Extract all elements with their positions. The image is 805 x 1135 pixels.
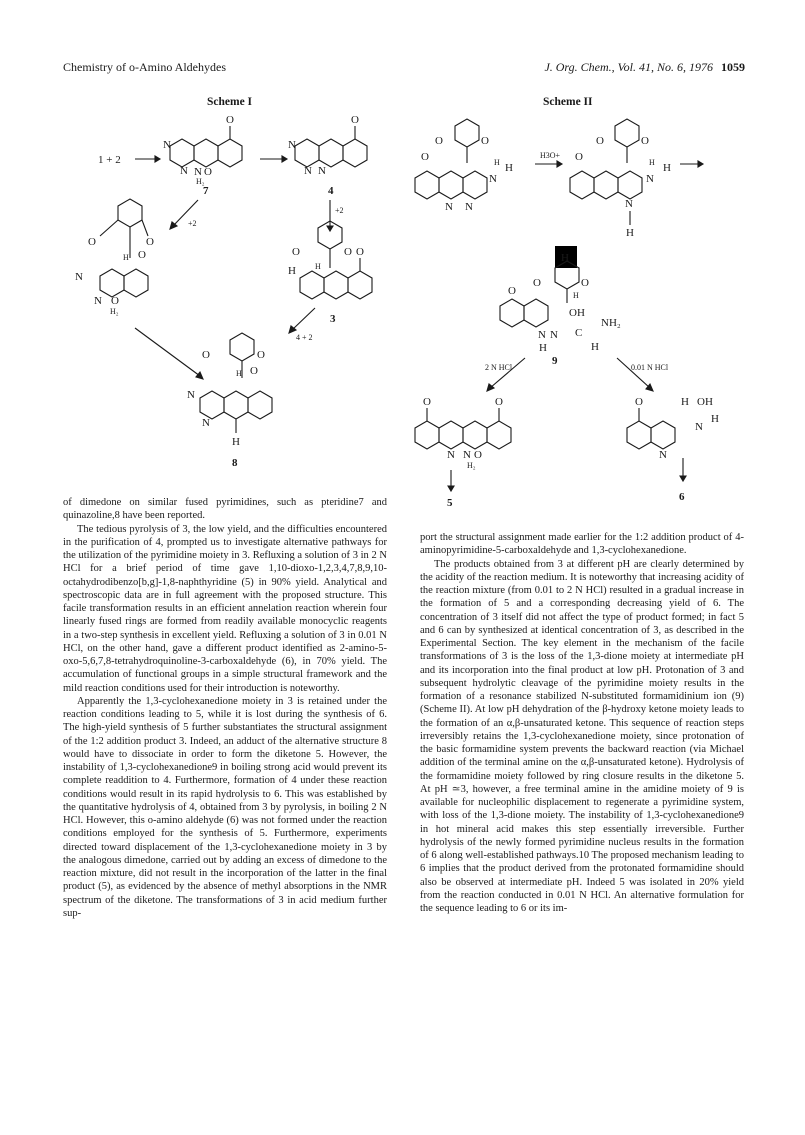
svg-text:O: O	[575, 151, 583, 163]
svg-text:H: H	[681, 396, 689, 408]
svg-text:O: O	[481, 135, 489, 147]
svg-text:N: N	[202, 417, 210, 429]
svg-text:NH₂: NH₂	[601, 317, 621, 329]
svg-text:N: N	[695, 421, 703, 433]
scheme-1-title: Scheme I	[207, 96, 253, 108]
svg-text:O: O	[146, 236, 154, 248]
svg-text:O: O	[88, 236, 96, 248]
journal-citation: J. Org. Chem., Vol. 41, No. 6, 1976	[544, 60, 713, 74]
svg-text:N: N	[538, 329, 546, 341]
svg-text:N: N	[163, 139, 171, 151]
reagent-001n-hcl: 0.01 N HCl	[631, 363, 669, 372]
left-text-column	[63, 496, 387, 920]
compound-3-protonation-start	[415, 119, 513, 213]
compound-7-structure	[163, 114, 242, 178]
svg-text:H: H	[591, 341, 599, 353]
svg-text:N: N	[75, 271, 83, 283]
reagent-h3o: H3O+	[540, 151, 561, 160]
svg-text:O: O	[344, 246, 352, 258]
scheme-1-diagram	[60, 108, 400, 478]
svg-text:O: O	[204, 166, 212, 178]
svg-text:N: N	[94, 295, 102, 307]
compound-6-label: 6	[679, 491, 685, 503]
svg-text:N: N	[463, 449, 471, 461]
svg-text:H: H	[711, 413, 719, 425]
svg-text:O: O	[356, 246, 364, 258]
compound-4-label: 4	[328, 185, 334, 197]
svg-text:OH: OH	[569, 307, 585, 319]
svg-text:O: O	[641, 135, 649, 147]
svg-text:O: O	[581, 277, 589, 289]
svg-text:N: N	[465, 201, 473, 213]
svg-text:O: O	[226, 114, 234, 126]
adduct-left-structure	[75, 199, 154, 307]
svg-text:O: O	[138, 249, 146, 261]
svg-text:C: C	[575, 327, 583, 339]
svg-text:O: O	[435, 135, 443, 147]
paragraph: port the structural assignment made earlier for the 1:2 addition product of 4-aminopyrimidine-5-carboxaldehyde and 1,3-cyclohexanedione.	[420, 532, 744, 557]
compound-5-structure	[415, 396, 511, 491]
svg-text:O: O	[423, 396, 431, 408]
compound-9-structure	[500, 246, 621, 354]
svg-text:O: O	[508, 285, 516, 297]
svg-text:O: O	[250, 365, 258, 377]
svg-text:O: O	[351, 114, 359, 126]
svg-text:O: O	[495, 396, 503, 408]
reagent-2n-hcl: 2 N HCl	[485, 363, 513, 372]
svg-text:O: O	[596, 135, 604, 147]
svg-text:N: N	[659, 449, 667, 461]
svg-text:H: H	[649, 158, 655, 167]
reactants-label: 1 + 2	[98, 154, 121, 166]
svg-text:O: O	[257, 349, 265, 361]
svg-text:N: N	[304, 165, 312, 177]
svg-text:N: N	[187, 389, 195, 401]
running-header-journal	[544, 60, 745, 75]
svg-text:H: H	[561, 252, 569, 264]
svg-text:H: H	[315, 262, 321, 271]
compound-6-structure	[627, 396, 719, 481]
compound-9-label: 9	[552, 355, 558, 367]
svg-text:N: N	[318, 165, 326, 177]
paragraph: The products obtained from 3 at different pH are clearly determined by the acidity of the reaction medium. It is noteworthy that increasing acidity of the reaction mixture (from 0.01 to 2 N HCl) resulted in a gradual increase in the formation of 5 and a corresponding decreasing yield of 6. The concentration of 3 itself did not affect the type of product formed; in fact 5 and 6 can by synthesized at identical concentration of 3, as described in the Experimental Section. The key element in the mechanism of the facile transformations of 3 is the loss of the 1,3-dione moiety at intermediate pH and its incorporation into the final product at low pH. Protonation of 3 and subsequent hydrolytic cleavage of the pyrimidine moiety results in the formation of a resonance stabilized N-substituted formamidinium ion (9) (Scheme II). At low pH dehydration of the β-hydroxy ketone moiety leads to the formation of an α,β-unsaturated ketone. This sequence of reaction steps irreversibly retains the 1,3-cyclohexanedione moiety, since protonation of the basic formamidine system prevents the backward reaction (via Michael addition of the terminal amine on the α,β-unsaturated ketone). Hydrolysis of the formamidine moiety followed by ring closure results in the diketone 5. At pH ≃3, however, a free terminal amine in the amidine moiety of 9 is available for nucleophilic displacement to regenerate a pyrimidine system, with loss of the 1,3-dione moiety. The instability of 1,3-cyclohexanedione9 in hot mineral acid makes this step essentially irreversible. Further hydrolysis of the newly formed pyrimidine nucleus results in the formation of 6 along well-established pathways.10 The proposed mechanism leading to 6 implies that the product derived from the protonated formamidine should also be observed at intermediate pH. Indeed 5 was isolated in 20% yield from the reaction conducted in 0.01 N HCl. An alternative formulation for the sequence leading to 6 or its im-	[420, 558, 744, 914]
paragraph: Apparently the 1,3-cyclohexanedione moiety in 3 is retained under the reaction conditions leading to 5, while it is lost during the synthesis of 6. The high-yield synthesis of 5 further substantiates the structural assignment of the 1:2 addition product 3. Indeed, an adduct of the alternative structure 8 would have to dissociate in order to form the diketone 5. However, the instability of 1,3-cyclohexanedione9 in boiling strong acid would prevent its complete readdition to 4. Furthermore, formation of 4 under these reaction conditions would result in its rapid hydrolysis to 6. This was established by the quantitative hydrolysis of 4, obtained from 3 by pyrolysis, in boiling 2 N HCl. However, this o-amino aldehyde (6) was not formed under the reaction conditions employed for the synthesis of 5. Furthermore, experiments directed toward displacement of the 1,3-cyclohexanedione moiety in 3 by the analogous dimedone, carried out by adding an excess of dimedone to the reaction mixture, did not result in the incorporation of the latter in the final product (5), as evidenced by the absence of methyl absorptions in the NMR spectrum of the diketone. The transformations of 3 in acid medium further sup-	[63, 695, 387, 919]
compound-4-structure	[288, 114, 367, 177]
reagent-plus2-left: +2	[188, 219, 197, 228]
compound-8-structure	[187, 333, 272, 448]
reagent-4plus2: 4 + 2	[296, 333, 313, 342]
svg-text:OH: OH	[697, 396, 713, 408]
svg-text:N: N	[288, 139, 296, 151]
svg-text:H: H	[663, 162, 671, 174]
svg-text:O: O	[533, 277, 541, 289]
svg-text:N: N	[550, 329, 558, 341]
page-number: 1059	[721, 60, 745, 74]
svg-text:H₂: H₂	[110, 307, 119, 316]
svg-text:H: H	[539, 342, 547, 354]
svg-text:N: N	[625, 198, 633, 210]
svg-text:O: O	[421, 151, 429, 163]
svg-text:N: N	[445, 201, 453, 213]
paragraph: The tedious pyrolysis of 3, the low yield, and the difficulties encountered in the purification of 4, prompted us to investigate alternative pathways for the utilization of the pyrimidine moiety in 3. Refluxing a solution of 3 in 2 N HCl for a brief period of time gave 1,10-dioxo-1,2,3,4,7,8,9,10-octahydrodibenzo[b,g]-1,8-naphthyridine (5) in 90% yield. Analytical and spectroscopic data are in full agreement with the proposed structure. This facile transformation results in an efficient annelation reaction wherein four linearly fused rings are formed from readily available monocyclic reagents in a two-step synthesis in excellent yield. Refluxing a solution of 3 in 0.01 N HCl, on the other hand, gave a different product identified as 2-amino-5-oxo-5,6,7,8-tetrahydroquinoline-3-carboxaldehyde (6), in 70% yield. The accumulation of functional groups in a simple structural framework and the mild reaction conditions used for their introduction is noteworthy.	[63, 523, 387, 694]
compound-3-structure	[288, 221, 372, 299]
svg-text:H₂: H₂	[196, 177, 205, 186]
compound-7-label: 7	[203, 185, 209, 197]
scheme-2-diagram	[405, 108, 750, 508]
svg-text:N: N	[646, 173, 654, 185]
svg-text:N: N	[489, 173, 497, 185]
right-text-column	[420, 531, 744, 915]
svg-text:H: H	[494, 158, 500, 167]
compound-8-label: 8	[232, 457, 238, 469]
svg-text:H: H	[236, 369, 242, 378]
svg-text:H: H	[626, 227, 634, 239]
scheme-2-title: Scheme II	[543, 96, 593, 108]
svg-text:H: H	[505, 162, 513, 174]
svg-text:N: N	[194, 166, 202, 178]
svg-text:H: H	[288, 265, 296, 277]
svg-text:N: N	[447, 449, 455, 461]
svg-text:O: O	[474, 449, 482, 461]
svg-text:H: H	[232, 436, 240, 448]
svg-text:O: O	[111, 295, 119, 307]
running-header-title: Chemistry of o-Amino Aldehydes	[63, 60, 226, 74]
svg-text:H: H	[573, 291, 579, 300]
reagent-plus2-right: +2	[335, 206, 344, 215]
compound-3-label: 3	[330, 313, 336, 325]
protonated-intermediate	[570, 119, 671, 239]
svg-text:O: O	[635, 396, 643, 408]
svg-text:N: N	[180, 165, 188, 177]
compound-5-label: 5	[447, 497, 453, 509]
svg-text:O: O	[202, 349, 210, 361]
paragraph: of dimedone on similar fused pyrimidines, such as pteridine7 and quinazoline,8 have been reported.	[63, 497, 387, 522]
svg-text:O: O	[292, 246, 300, 258]
svg-text:H₂: H₂	[467, 461, 476, 470]
svg-text:H: H	[123, 253, 129, 262]
